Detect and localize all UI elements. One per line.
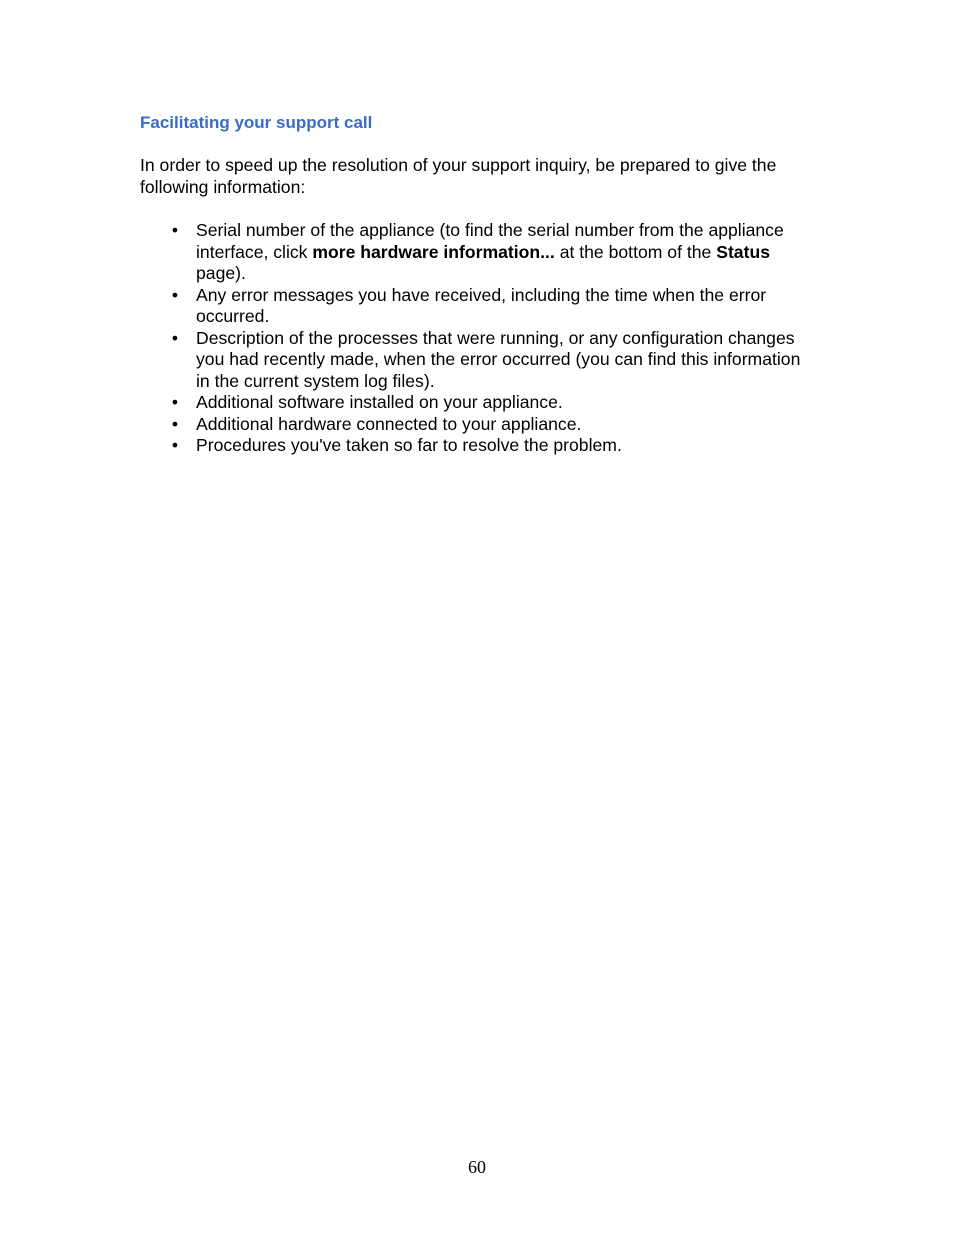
intro-paragraph: In order to speed up the resolution of your support inquiry, be prepared to give the following information:	[140, 155, 777, 197]
bullet-icon: •	[171, 327, 179, 348]
list-item-text-part: at the bottom of the	[554, 241, 717, 262]
list-item-text: Procedures you've taken so far to resolve the problem.	[196, 435, 622, 455]
list-item	[140, 392, 820, 414]
emphasis-more-hardware-information: more hardware information...	[312, 241, 555, 262]
bullet-icon: •	[171, 392, 179, 412]
list-item-text	[196, 220, 816, 285]
list-item	[140, 220, 820, 285]
page-number: 60	[468, 1157, 486, 1177]
list-item-text-part: page).	[196, 263, 246, 283]
list-item-text-part: Serial number of the appliance (to find the serial number from the appliance interface, click	[196, 220, 784, 262]
list-item	[140, 285, 820, 328]
list-item-text: Any error messages you have received, including the time when the error occurred.	[196, 284, 767, 326]
list-item-text: Description of the processes that were running, or any configuration changes you had recently made, when the error occurred (you can find this information in the current system log files).	[196, 327, 801, 391]
section-heading: Facilitating your support call	[140, 113, 373, 132]
list-item	[140, 328, 820, 393]
bullet-icon: •	[171, 220, 179, 240]
bullet-icon: •	[171, 435, 179, 455]
emphasis-status: Status	[716, 241, 770, 262]
info-checklist	[140, 220, 820, 457]
bullet-icon: •	[171, 284, 179, 305]
list-item	[140, 435, 820, 457]
list-item-text: Additional hardware connected to your appliance.	[196, 413, 582, 434]
list-item	[140, 414, 820, 436]
bullet-icon: •	[171, 413, 179, 434]
list-item-text: Additional software installed on your appliance.	[196, 392, 563, 412]
